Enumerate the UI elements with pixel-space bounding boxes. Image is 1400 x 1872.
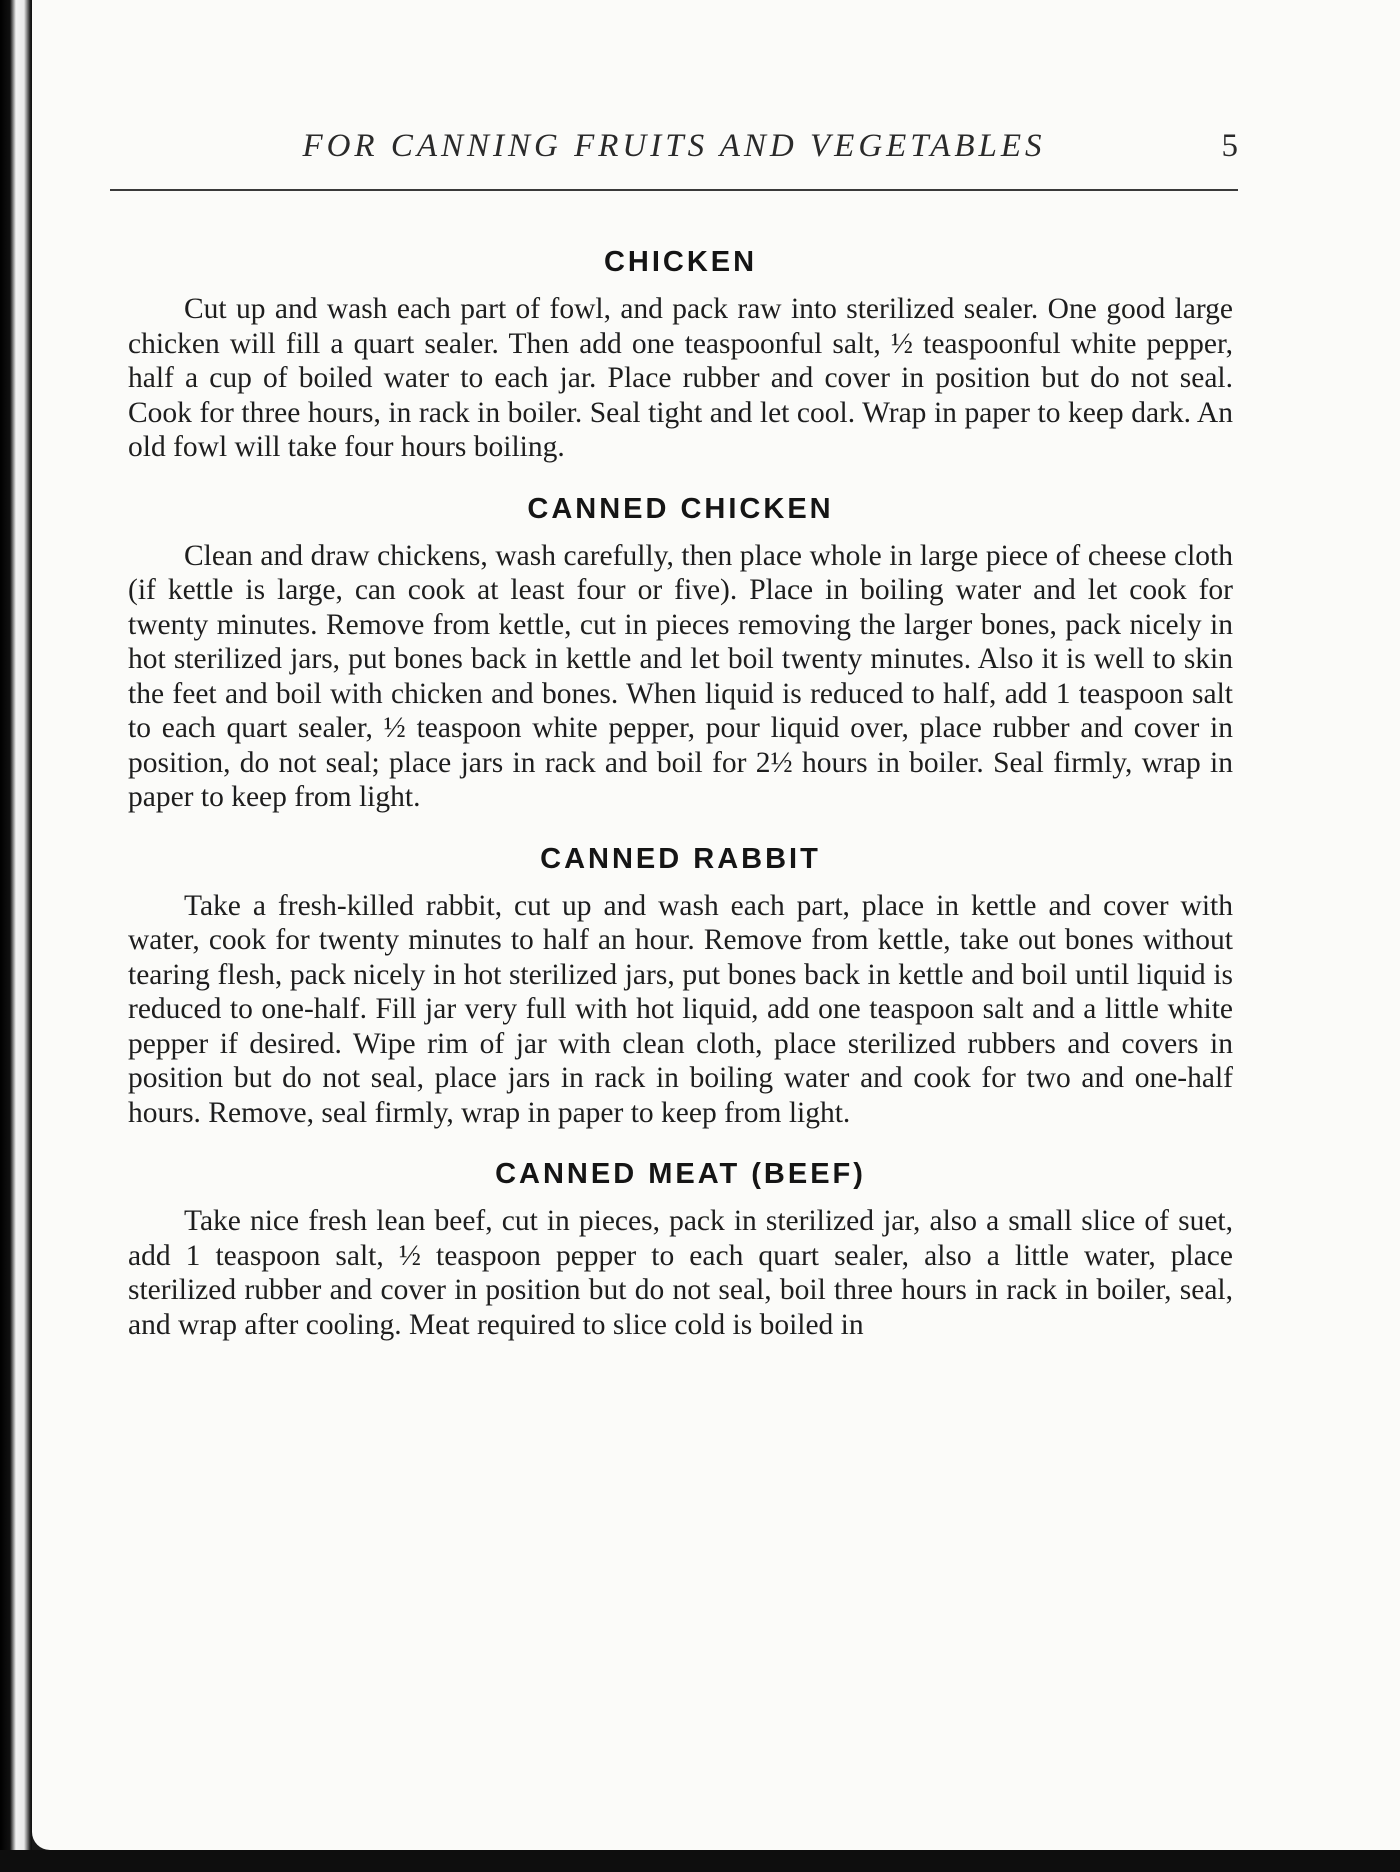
section-body: Cut up and wash each part of fowl, and pack raw into sterilized sealer. One good large chicken will fill a quart sealer. Then add one teaspoonful salt, ½ teaspoonful white pepper, half a cup of boiled water to each jar. Place rubber and cover in position but do not seal. Cook for three hours, in rack in boiler. Seal tight and let cool. Wrap in paper to keep dark. An old fowl will take four hours boiling. [128, 293, 1233, 463]
section-heading: CANNED CHICKEN [527, 492, 834, 525]
book-spine-edge [0, 0, 32, 1872]
section-canned-rabbit [128, 829, 1233, 1131]
section-canned-chicken [128, 479, 1233, 815]
section-heading: CANNED MEAT (BEEF) [495, 1158, 866, 1190]
running-title: FOR CANNING FRUITS AND VEGETABLES [302, 128, 1046, 164]
section-body: Take nice fresh lean beef, cut in pieces, pack in sterilized jar, also a small slice of suet, add 1 teaspoon salt, ½ teaspoon pepper to each quart sealer, also a little water, place sterilized rubber and cover in position but do not seal, boil three hours in rack in boiler, seal, and wrap after cooling. Meat required to slice cold is boiled in [128, 1205, 1233, 1341]
running-header [110, 128, 1238, 172]
page-content [128, 232, 1233, 1356]
page-number: 5 [1221, 128, 1238, 164]
scan-bottom-border [0, 1850, 1400, 1872]
section-body: Take a fresh-killed rabbit, cut up and wash each part, place in kettle and cover with water, cook for twenty minutes to half an hour. Remove from kettle, take out bones without tearing flesh, pack nicely in hot sterilized jars, put bones back in kettle and boil until liquid is reduced to one-half. Fill jar very full with hot liquid, add one teaspoon salt and a little white pepper if desired. Wipe rim of jar with clean cloth, place sterilized rubbers and covers in position but do not seal, place jars in rack in boiling water and cook for two and one-half hours. Remove, seal firmly, wrap in paper to keep from light. [128, 889, 1233, 1129]
section-canned-meat-beef [128, 1144, 1233, 1342]
section-heading: CANNED RABBIT [540, 842, 821, 875]
section-body: Clean and draw chickens, wash carefully, then place whole in large piece of cheese cloth (if kettle is large, can cook at least four or five). Place in boiling water and let cook for twenty minutes. Remove from kettle, cut in pieces removing the larger bones, pack nicely in hot sterilized jars, put bones back in kettle and let boil twenty minutes. Also it is well to skin the feet and boil with chicken and bones. When liquid is reduced to half, add 1 teaspoon salt to each quart sealer, ½ teaspoon white pepper, pour liquid over, place rubber and cover in position, do not seal; place jars in rack and boil for 2½ hours in boiler. Seal firmly, wrap in paper to keep from light. [128, 539, 1233, 813]
section-heading: CHICKEN [603, 246, 758, 278]
section-chicken [128, 232, 1233, 465]
header-rule [110, 189, 1238, 191]
